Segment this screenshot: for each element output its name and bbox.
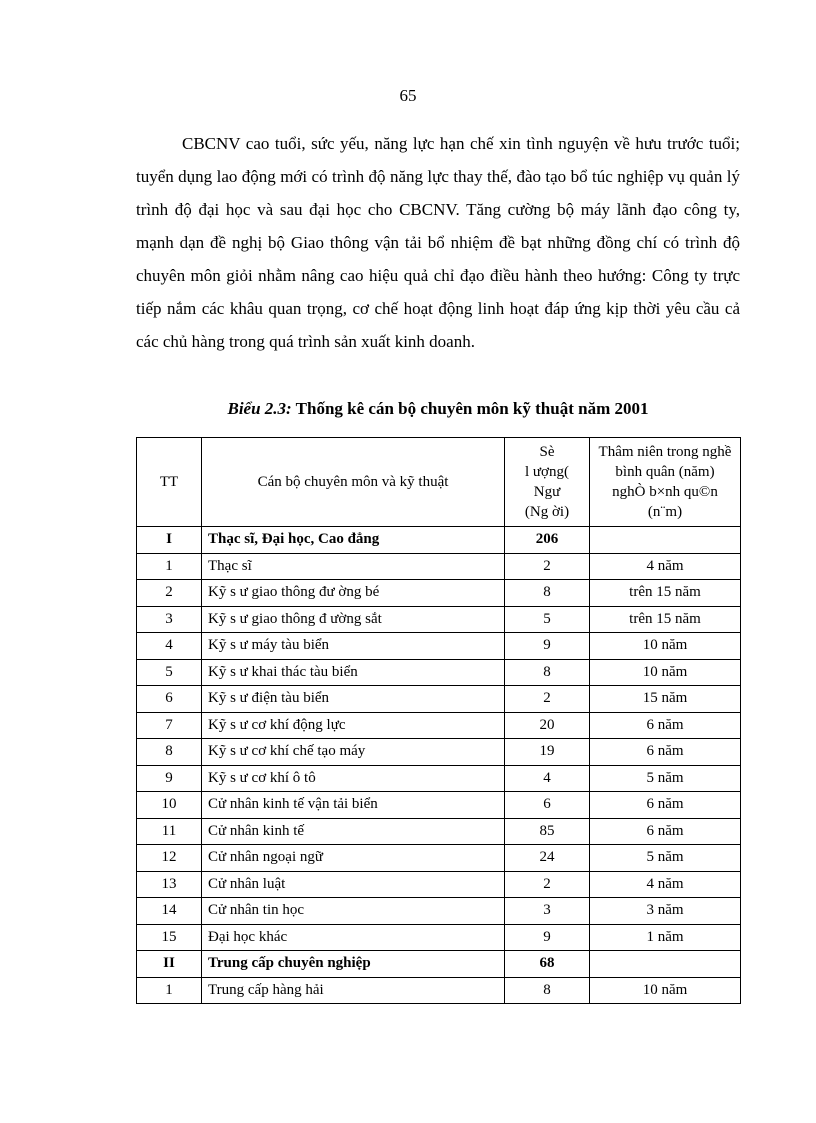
cell-seniority <box>590 527 741 554</box>
cell-seniority: 4 năm <box>590 871 741 898</box>
cell-tt: 2 <box>137 580 202 607</box>
header-seniority <box>590 438 741 527</box>
cell-quantity: 6 <box>505 792 590 819</box>
table-row <box>137 898 741 925</box>
caption-lead: Biểu 2.3: <box>227 399 292 418</box>
cell-quantity: 8 <box>505 977 590 1004</box>
header-quantity-line: (Ng ời) <box>524 504 570 520</box>
cell-seniority: 10 năm <box>590 659 741 686</box>
cell-seniority: 1 năm <box>590 924 741 951</box>
header-seniority-line: nghÒ b×nh qu©n <box>612 484 718 500</box>
table-body <box>137 527 741 1004</box>
cell-tt: 3 <box>137 606 202 633</box>
cell-seniority: trên 15 năm <box>590 580 741 607</box>
table-row <box>137 553 741 580</box>
header-quantity-line: l ượng( <box>525 464 569 480</box>
table-row <box>137 580 741 607</box>
cell-seniority: 5 năm <box>590 845 741 872</box>
cell-seniority: trên 15 năm <box>590 606 741 633</box>
table-row <box>137 924 741 951</box>
cell-tt: 4 <box>137 633 202 660</box>
cell-name: Kỹ s ư cơ khí ô tô <box>202 765 505 792</box>
cell-name: Cử nhân luật <box>202 871 505 898</box>
header-quantity-line: Ngư <box>533 484 561 500</box>
table-header-row <box>137 438 741 527</box>
cell-tt: 9 <box>137 765 202 792</box>
cell-tt: 11 <box>137 818 202 845</box>
table-row <box>137 845 741 872</box>
header-quantity-line: Sè <box>539 444 555 460</box>
table-row <box>137 977 741 1004</box>
cell-name: Trung cấp chuyên nghiệp <box>202 951 505 978</box>
cell-seniority: 6 năm <box>590 712 741 739</box>
cell-seniority: 6 năm <box>590 792 741 819</box>
cell-seniority: 10 năm <box>590 633 741 660</box>
header-seniority-line: bình quân (năm) <box>615 464 715 480</box>
cell-name: Đại học khác <box>202 924 505 951</box>
header-quantity <box>505 438 590 527</box>
cell-quantity: 20 <box>505 712 590 739</box>
cell-name: Kỹ s ư máy tàu biển <box>202 633 505 660</box>
table-row <box>137 606 741 633</box>
cell-tt: 13 <box>137 871 202 898</box>
cell-quantity: 8 <box>505 580 590 607</box>
cell-seniority: 6 năm <box>590 739 741 766</box>
staff-statistics-table <box>136 437 741 1004</box>
cell-quantity: 85 <box>505 818 590 845</box>
cell-seniority: 5 năm <box>590 765 741 792</box>
cell-tt: 10 <box>137 792 202 819</box>
cell-seniority <box>590 951 741 978</box>
cell-quantity: 24 <box>505 845 590 872</box>
cell-quantity: 2 <box>505 553 590 580</box>
table-caption <box>136 399 740 419</box>
cell-name: Kỹ s ư cơ khí động lực <box>202 712 505 739</box>
cell-quantity: 9 <box>505 924 590 951</box>
cell-name: Cử nhân kinh tế <box>202 818 505 845</box>
cell-quantity: 3 <box>505 898 590 925</box>
cell-quantity: 2 <box>505 686 590 713</box>
cell-tt: II <box>137 951 202 978</box>
table-row <box>137 686 741 713</box>
header-name: Cán bộ chuyên môn và kỹ thuật <box>202 438 505 527</box>
cell-name: Cử nhân tin học <box>202 898 505 925</box>
cell-name: Kỹ s ư khai thác tàu biển <box>202 659 505 686</box>
cell-name: Kỹ s ư cơ khí chế tạo máy <box>202 739 505 766</box>
cell-tt: 14 <box>137 898 202 925</box>
table-row <box>137 871 741 898</box>
cell-tt: I <box>137 527 202 554</box>
table-row <box>137 818 741 845</box>
cell-tt: 8 <box>137 739 202 766</box>
table-group-row <box>137 951 741 978</box>
cell-name: Cử nhân kinh tế vận tải biển <box>202 792 505 819</box>
table-group-row <box>137 527 741 554</box>
cell-name: Cử nhân ngoại ngữ <box>202 845 505 872</box>
cell-name: Kỹ s ư giao thông đ ường sắt <box>202 606 505 633</box>
header-seniority-line: (n¨m) <box>647 504 683 520</box>
cell-tt: 12 <box>137 845 202 872</box>
cell-tt: 1 <box>137 553 202 580</box>
cell-quantity: 9 <box>505 633 590 660</box>
cell-tt: 5 <box>137 659 202 686</box>
cell-quantity: 19 <box>505 739 590 766</box>
cell-seniority: 4 năm <box>590 553 741 580</box>
cell-name: Thạc sĩ <box>202 553 505 580</box>
table-row <box>137 712 741 739</box>
cell-seniority: 3 năm <box>590 898 741 925</box>
caption-text: Thống kê cán bộ chuyên môn kỹ thuật năm 2001 <box>291 399 649 418</box>
cell-seniority: 15 năm <box>590 686 741 713</box>
cell-seniority: 6 năm <box>590 818 741 845</box>
header-seniority-line: Thâm niên trong nghề <box>598 444 732 460</box>
cell-name: Kỹ s ư điện tàu biển <box>202 686 505 713</box>
table-row <box>137 633 741 660</box>
cell-seniority: 10 năm <box>590 977 741 1004</box>
cell-tt: 7 <box>137 712 202 739</box>
cell-quantity: 206 <box>505 527 590 554</box>
cell-tt: 1 <box>137 977 202 1004</box>
cell-name: Thạc sĩ, Đại học, Cao đẳng <box>202 527 505 554</box>
page-number: 65 <box>399 86 417 105</box>
cell-name: Trung cấp hàng hải <box>202 977 505 1004</box>
table-row <box>137 659 741 686</box>
cell-tt: 6 <box>137 686 202 713</box>
cell-quantity: 2 <box>505 871 590 898</box>
cell-tt: 15 <box>137 924 202 951</box>
cell-name: Kỹ s ư giao thông đư ờng bé <box>202 580 505 607</box>
header-tt: TT <box>137 438 202 527</box>
table-row <box>137 765 741 792</box>
table-row <box>137 739 741 766</box>
cell-quantity: 4 <box>505 765 590 792</box>
table-row <box>137 792 741 819</box>
body-paragraph: CBCNV cao tuổi, sức yếu, năng lực hạn chế xin tình nguyện về hưu trước tuổi; tuyển dụng lao động mới có trình độ năng lực thay thế, đào tạo bổ túc nghiệp vụ quản lý trình độ đại học và sau đại học cho CBCNV. Tăng cường bộ máy lãnh đạo công ty, mạnh dạn đề nghị bộ Giao thông vận tải bổ nhiệm đề bạt những đồng chí có trình độ chuyên môn giỏi nhằm nâng cao hiệu quả chỉ đạo điều hành theo hướng: Công ty trực tiếp nắm các khâu quan trọng, cơ chế hoạt động linh hoạt đáp ứng kịp thời yêu cầu cả các chủ hàng trong quá trình sản xuất kinh doanh. <box>136 134 740 351</box>
cell-quantity: 8 <box>505 659 590 686</box>
cell-quantity: 68 <box>505 951 590 978</box>
cell-quantity: 5 <box>505 606 590 633</box>
